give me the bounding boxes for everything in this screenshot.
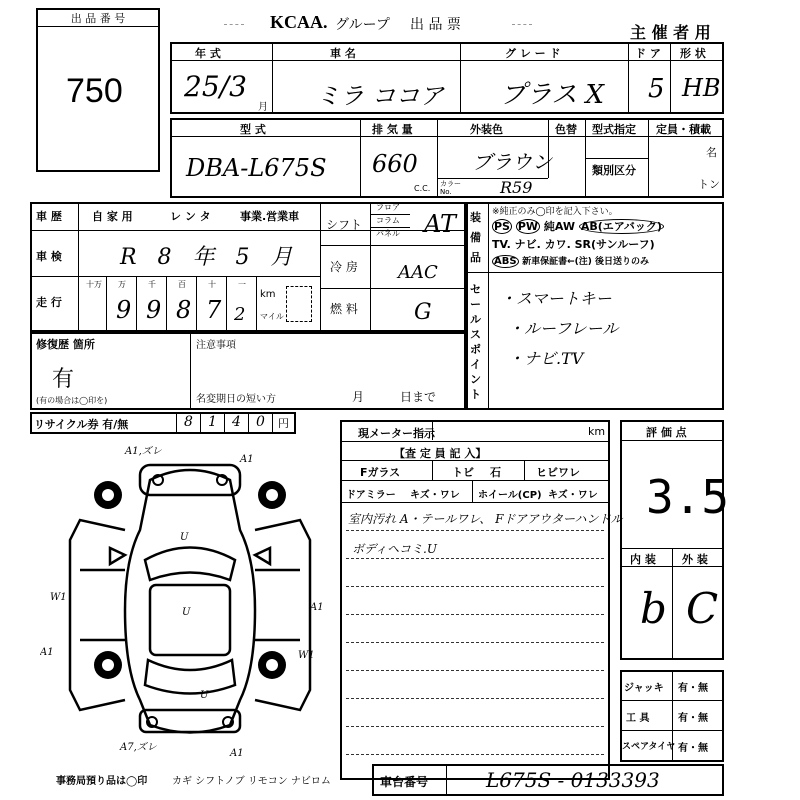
recycle-digit-2: 1 xyxy=(208,414,217,430)
grade-value: プラス X xyxy=(500,80,604,110)
status-line-1 xyxy=(30,230,466,231)
row2-col1 xyxy=(360,118,361,198)
sales-point-3: ・ナビ.TV xyxy=(508,349,584,368)
recycle-col-3 xyxy=(224,412,225,434)
wheel-label: ホイール(CP) xyxy=(478,490,542,501)
sales-point-2: ・ルーフレール xyxy=(508,319,619,338)
inspection-label: 車 検 xyxy=(36,250,62,263)
diagram-mark-9: U xyxy=(200,690,209,701)
capacity-header: 定員・積載 xyxy=(656,123,711,136)
recycle-digit-1: 8 xyxy=(184,414,193,430)
car-damage-diagram xyxy=(40,440,340,780)
notes-label: 注意事項 xyxy=(196,340,236,351)
mileage-digit-1k: 9 xyxy=(146,296,162,324)
score-value: 3.5 xyxy=(646,470,730,524)
meter-label: 現メーター指示 xyxy=(358,427,435,440)
remark-line-1: 室内汚れ A・テールワレ、 Fドアアウターハンドル xyxy=(348,512,623,526)
office-items: カギ シフトノブ リモコン ナビロム xyxy=(172,776,331,787)
year-header: 年 式 xyxy=(195,47,221,60)
model-value: ミラ ココア xyxy=(316,82,444,110)
remark-rule-3 xyxy=(346,586,604,587)
body-header: 形 状 xyxy=(680,47,706,60)
inspection-value: R 8 年 5 月 xyxy=(120,245,293,270)
ps-option: PS xyxy=(494,220,510,233)
category-header: 類別区分 xyxy=(592,164,636,177)
shift-sep-2 xyxy=(370,227,410,228)
lot-number-label: 出 品 番 号 xyxy=(38,10,158,27)
sheet-title: 出 品 票 xyxy=(410,17,461,33)
equipment-line-2: TV. ナビ. カワ. SR(サンルーフ) xyxy=(492,238,655,251)
fglass-crack: ヒビワレ xyxy=(536,466,580,479)
color-change-header: 色替 xyxy=(555,123,577,136)
diagram-mark-2: A1 xyxy=(240,454,254,465)
diagram-mark-4: W1 xyxy=(50,592,67,603)
tools-label: 工 具 xyxy=(626,713,650,724)
ab-option: AB(エアバック) xyxy=(580,220,662,233)
model-header: 車 名 xyxy=(330,47,356,60)
meter-km: km xyxy=(588,425,606,438)
ton-unit: トン xyxy=(698,178,720,191)
mileage-digit-10k: 9 xyxy=(116,296,132,324)
person-unit: 名 xyxy=(706,146,717,159)
score-label: 評 価 点 xyxy=(646,426,687,439)
mileage-unit-1: 一 xyxy=(238,280,246,289)
repair-note: (有の場合は◯印を) xyxy=(36,396,108,405)
fuel-value: G xyxy=(414,300,432,325)
fglass-col-2 xyxy=(524,460,525,480)
mirror-col xyxy=(472,480,473,502)
chassis-col xyxy=(446,764,447,796)
mileage-unit-10: 十 xyxy=(208,280,216,289)
repair-value: 有 xyxy=(52,367,75,392)
color-header: 外装色 xyxy=(470,123,503,136)
exterior-label: 外 装 xyxy=(682,553,708,566)
recycle-yen: 円 xyxy=(278,417,289,430)
door-mirror-value: キズ・ワレ xyxy=(410,490,460,501)
remark-line-2: ボディヘコミ.U xyxy=(352,542,437,556)
door-header: ド ア xyxy=(635,47,661,60)
interior-score: b xyxy=(640,584,667,633)
mileage-digit-10: 7 xyxy=(206,296,222,324)
shift-panel: パネル xyxy=(376,229,400,238)
recycle-label: リサイクル券 有/無 xyxy=(34,418,129,431)
diagram-mark-3: U xyxy=(180,532,189,543)
fglass-col-1 xyxy=(432,460,433,480)
row2-type-split xyxy=(585,158,648,159)
meter-line-3 xyxy=(340,480,610,481)
mileage-col-4 xyxy=(196,276,197,332)
mileage-col-1 xyxy=(106,276,107,332)
row1-col2 xyxy=(460,42,461,114)
year-value: 25/3 xyxy=(184,70,247,103)
door-value: 5 xyxy=(648,74,665,104)
diagram-mark-5: A1 xyxy=(310,602,324,613)
lot-number-box xyxy=(36,8,160,172)
name-change-day: 日まで xyxy=(400,390,437,404)
mileage-digit-1: 2 xyxy=(234,304,246,325)
shift-column: コラム xyxy=(376,216,400,225)
tools-line-2 xyxy=(620,730,724,731)
history-private: 自 家 用 xyxy=(92,210,133,223)
status-col-2 xyxy=(320,202,321,332)
equipment-line-1 xyxy=(492,218,664,234)
cooling-value: AAC xyxy=(398,262,438,283)
chassis-number: L675S - 0133393 xyxy=(486,768,660,792)
mileage-col-2 xyxy=(136,276,137,332)
mileage-unit-1k: 千 xyxy=(148,280,156,289)
diagram-mark-7: A1 xyxy=(40,647,54,658)
pw-option: PW xyxy=(517,220,539,233)
abs-option: ABS xyxy=(494,256,517,267)
mileage-col-5 xyxy=(226,276,227,332)
header-dash-1 xyxy=(224,24,244,25)
warranty-option: 新車保証書←(注) 後日送りのみ xyxy=(522,257,649,267)
jack-label: ジャッキ xyxy=(624,683,664,694)
tools-yes-no: 有・無 xyxy=(678,713,708,724)
type-spec-header: 型式指定 xyxy=(592,123,636,136)
cc-unit: C.C. xyxy=(414,184,431,193)
repair-notes-col xyxy=(190,332,191,410)
repair-label: 修復歴 箇所 xyxy=(36,338,95,351)
mileage-unit-100: 百 xyxy=(178,280,186,289)
score-col xyxy=(672,548,673,660)
diagram-mark-8: W1 xyxy=(298,650,315,661)
fglass-stone: 石 xyxy=(490,466,501,479)
inspector-label: 【査 定 員 記 入】 xyxy=(394,447,487,460)
equipment-label-col xyxy=(488,202,489,410)
mileage-label: 走 行 xyxy=(36,296,62,309)
meter-line-1 xyxy=(340,441,610,442)
diagram-mark-6: U xyxy=(182,607,191,618)
door-mirror-label: ドアミラー xyxy=(346,490,396,501)
mileage-unit-100k: 十万 xyxy=(86,280,102,289)
sales-point-1: ・スマートキー xyxy=(500,289,612,308)
mileage-km: km xyxy=(260,289,276,300)
mileage-col-6 xyxy=(256,276,257,332)
fglass-label: Fガラス xyxy=(360,466,401,479)
mileage-unit-10k: 万 xyxy=(118,280,126,289)
history-rental: レ ン タ xyxy=(170,210,211,223)
month-suffix: 月 xyxy=(258,102,268,113)
lot-number-value: 750 xyxy=(66,72,123,110)
grade-header: グ レ ー ド xyxy=(505,47,561,60)
office-items-label: 事務局預り品は◯印 xyxy=(56,776,148,787)
row1-col4 xyxy=(670,42,671,114)
row2-col5 xyxy=(648,118,649,198)
jack-yes-no: 有・無 xyxy=(678,683,708,694)
type-header: 型 式 xyxy=(240,123,266,136)
shift-sep-1 xyxy=(370,214,410,215)
wheel-value: キズ・ワレ xyxy=(548,490,598,501)
row1-col3 xyxy=(628,42,629,114)
remark-rule-6 xyxy=(346,670,604,671)
meter-col xyxy=(432,420,433,440)
mileage-col-3 xyxy=(166,276,167,332)
name-change-month: 月 xyxy=(352,390,365,404)
color-no-label: カラー No. xyxy=(440,180,461,196)
equipment-line-3 xyxy=(492,254,649,267)
row1-col1 xyxy=(272,42,273,114)
spare-yes-no: 有・無 xyxy=(678,743,708,754)
remark-rule-4 xyxy=(346,614,604,615)
interior-label: 内 装 xyxy=(630,553,656,566)
fuel-label: 燃 料 xyxy=(330,302,358,316)
host-use-label: 主 催 者 用 xyxy=(630,23,711,42)
diagram-mark-10: A7,ズレ xyxy=(120,742,157,753)
cc-value: 660 xyxy=(372,150,418,178)
history-label: 車 歴 xyxy=(36,210,62,223)
tools-line-1 xyxy=(620,700,724,701)
cooling-label: 冷 房 xyxy=(330,260,358,274)
diagram-mark-11: A1 xyxy=(230,748,244,759)
status-line-2 xyxy=(30,276,320,277)
mileage-digit-100: 8 xyxy=(176,296,192,324)
status-line-3 xyxy=(320,245,466,246)
recycle-col-4 xyxy=(248,412,249,434)
org-name: KCAA. xyxy=(270,12,328,32)
history-business: 事業.営業車 xyxy=(240,210,300,223)
header-dash-2 xyxy=(512,24,532,25)
shift-value: AT xyxy=(424,210,457,238)
remark-rule-2 xyxy=(346,558,604,559)
remark-rule-9 xyxy=(346,754,604,755)
remark-rule-7 xyxy=(346,698,604,699)
shift-floor: フロア xyxy=(376,203,400,212)
remark-rule-1 xyxy=(346,530,604,531)
shift-label: シフト xyxy=(326,218,363,232)
color-no-value: R59 xyxy=(500,178,533,197)
recycle-digit-4: 0 xyxy=(256,414,265,430)
spare-label: スペアタイヤ xyxy=(622,742,676,752)
equipment-divider xyxy=(466,272,724,273)
chassis-label: 車台番号 xyxy=(380,775,429,789)
equipment-note: ※純正のみ◯印を記入下さい。 xyxy=(492,207,618,217)
equipment-label: 装 備 品 xyxy=(470,211,481,264)
status-col-3 xyxy=(370,202,371,332)
meter-line-4 xyxy=(340,502,610,503)
fglass-chip: トビ xyxy=(452,466,474,479)
type-value: DBA-L675S xyxy=(186,154,327,182)
recycle-digit-3: 4 xyxy=(232,414,241,430)
score-line-1 xyxy=(620,440,724,441)
row2-col2 xyxy=(437,118,438,198)
sales-point-label: セールスポイント xyxy=(470,283,481,401)
recycle-col-1 xyxy=(176,412,177,434)
meter-line-2 xyxy=(340,460,610,461)
aw-option: 純AW xyxy=(543,220,576,233)
mileage-mile: マイル xyxy=(260,312,284,321)
diagram-mark-1: A1,ズレ xyxy=(125,446,162,457)
status-line-4 xyxy=(320,288,466,289)
status-col-1 xyxy=(78,202,79,332)
remark-rule-8 xyxy=(346,726,604,727)
recycle-col-5 xyxy=(272,412,273,434)
group-label: グループ xyxy=(335,17,390,33)
recycle-col-2 xyxy=(200,412,201,434)
cc-header: 排 気 量 xyxy=(372,123,413,136)
mile-checkbox xyxy=(286,286,312,322)
body-value: HB xyxy=(682,74,721,102)
name-change-label: 名変期日の短い方 xyxy=(196,394,276,405)
exterior-score: C xyxy=(686,584,719,633)
color-value: ブラウン xyxy=(472,150,552,174)
remark-rule-5 xyxy=(346,642,604,643)
